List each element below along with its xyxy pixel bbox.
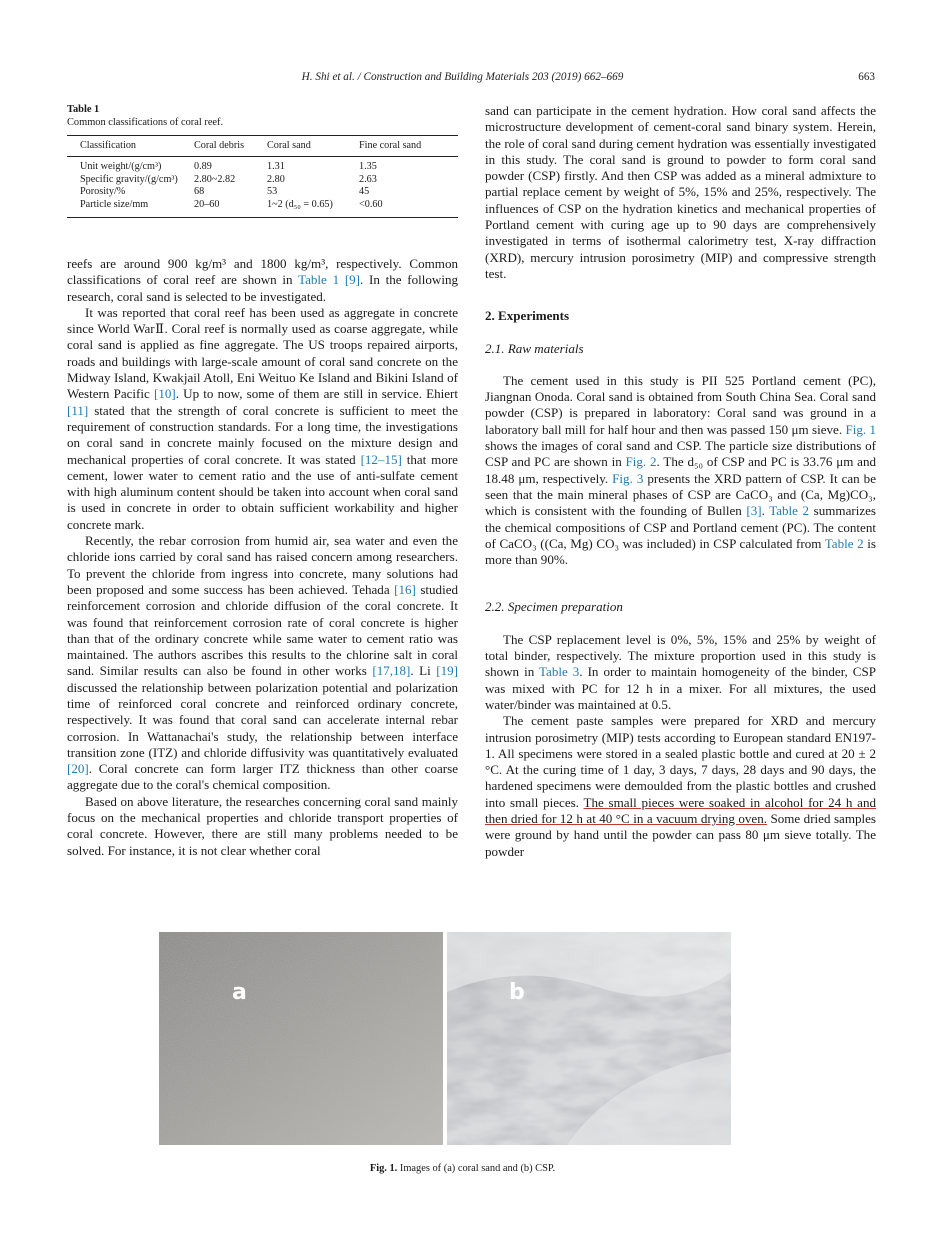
table-header-cell: Coral sand — [267, 136, 359, 157]
ref-link[interactable]: Table 1 — [298, 272, 340, 288]
ref-link[interactable]: Table 2 — [769, 503, 810, 519]
table-1 — [67, 135, 458, 218]
ref-link[interactable]: Table 3 — [539, 664, 580, 680]
figure-1 — [159, 932, 731, 1145]
table-cell: 2.80 — [267, 173, 285, 185]
ref-link[interactable]: [9] — [344, 272, 361, 288]
table-header-cell: Coral debris — [194, 136, 267, 157]
panel-label-b: b — [509, 980, 525, 1005]
paragraph-study-aim: sand can participate in the cement hydration. How coral sand affects the microstructure development of cement-coral sand binary system. Herein, the role of coral sand during cement hydration was essentially investigated in this study. The coral sand is ground to powder to form coral sand powder (CSP) firstly. And then CSP was added as a mineral admixture to partial replace cement by weight of 5%, 15% and 25%, respectively. The influences of CSP on the hydration kinetics and mechanical properties of Portland cement with curing age up to 90 days are comprehensively investigated in terms of isothermal calorimetry test, X-ray diffraction (XRD), mercury intrusion porosimetry (MIP) and compressive strength test. — [485, 103, 876, 281]
table-row — [67, 186, 458, 199]
figure-1-caption: Fig. 1. Images of (a) coral sand and (b) CSP. — [369, 1163, 556, 1174]
ref-link[interactable]: [17,18] — [372, 663, 411, 679]
ref-link[interactable]: [10] — [153, 386, 176, 402]
ref-link[interactable]: [19] — [436, 663, 458, 679]
left-column — [67, 103, 458, 859]
csp-image — [447, 932, 731, 1145]
table-cell: 20–60 — [194, 199, 220, 211]
table-cell: 45 — [359, 186, 370, 198]
table-cell: 53 — [267, 186, 278, 198]
annotated-text: The small pieces were soaked in alcohol for 24 h and then dried for 12 h at 40 °C in a vacuum drying oven. — [485, 794, 876, 826]
paragraph-literature-summary: Based on above literature, the researches concerning coral sand mainly focus on the mechanical properties and chloride transport properties of coral concrete. However, there are still many problems needed to be solved. For instance, it is not clear whether coral — [67, 793, 458, 858]
coral-sand-photo — [159, 932, 443, 1145]
table-cell: 68 — [194, 186, 205, 198]
table-row — [67, 199, 458, 217]
table-header-cell: Classification — [67, 136, 194, 157]
table-cell: 1~2 (d₅₀ = 0.65) — [267, 199, 333, 211]
table-1-caption: Common classifications of coral reef. — [67, 117, 224, 128]
panel-label-a: a — [232, 980, 247, 1005]
ref-link[interactable]: Fig. 1 — [845, 421, 877, 437]
ref-link[interactable]: Fig. 3 — [612, 470, 644, 486]
running-header: H. Shi et al. / Construction and Building Materials 203 (2019) 662–669 — [301, 71, 624, 83]
table-header-cell: Fine coral sand — [359, 136, 458, 157]
ref-link[interactable]: [20] — [67, 761, 89, 777]
paragraph-replacement-level: The CSP replacement level is 0%, 5%, 15% and 25% by weight of total binder, respectively. The mixture proportion used in this study is shown in Table 3. In order to maintain homogeneity of the binder, CSP was mixed with PC for 12 h in a mixer. For all mixtures, the used water/binder was maintained at 0.5. — [485, 631, 877, 712]
subsection-heading: 2.2. Specimen preparation — [485, 599, 623, 615]
ref-link[interactable]: [11] — [67, 402, 89, 418]
table-cell: Porosity/% — [80, 186, 126, 198]
paragraph-reef-density: reefs are around 900 kg/m³ and 1800 kg/m³, respectively. Common classifications of coral reef are shown in Table 1 [9]. In the following research, coral sand is selected to be investigated. — [67, 255, 458, 304]
table-cell: 0.89 — [194, 160, 212, 172]
right-column — [485, 103, 876, 860]
ref-link[interactable]: [12–15] — [360, 451, 402, 467]
csp-powder-photo — [447, 932, 731, 1145]
subsection-heading: 2.1. Raw materials — [485, 340, 584, 356]
page-number: 663 — [858, 71, 875, 83]
table-cell: 1.35 — [359, 160, 377, 172]
paragraph-specimen-preparation: The cement paste samples were prepared for XRD and mercury intrusion porosimetry (MIP) tests according to European standard EN197-1. All specimens were stored in a sealed plastic bottle and cured at 20 ± 2 °C. At the curing time of 1 day, 3 days, 7 days, 28 days and 90 days, the hardened specimens were demoulded from the plastic bottles and crushed into small pieces. The small pieces were soaked in alcohol for 24 h and then dried for 12 h at 40 °C in a vacuum drying oven. Some dried samples were ground by hand until the powder can pass 80 μm sieve totally. The powder — [485, 713, 876, 859]
table-cell: Unit weight/(g/cm³) — [80, 160, 162, 172]
table-row — [67, 156, 458, 173]
coral-sand-image — [159, 932, 443, 1145]
table-cell: 1.31 — [267, 160, 285, 172]
table-cell: 2.80~2.82 — [194, 173, 236, 185]
ref-link[interactable]: [3] — [746, 503, 762, 519]
table-cell: 2.63 — [359, 173, 377, 185]
paragraph-raw-materials: The cement used in this study is PII 525 Portland cement (PC), Jiangnan Onoda. Coral sand is obtained from South China Sea. Coral sand powder (CSP) is prepared in laboratory: Coral sand was ground in a laboratory ball mill for half hour and then was passed 150 μm sieve. Fig. 1 shows the images of coral sand and CSP. The particle size distributions of CSP and PC are shown in Fig. 2. The d₅₀ of CSP and PC is 33.76 μm and 18.48 μm, respectively. Fig. 3 presents the XRD pattern of CSP. It can be seen that the main mineral phases of CSP are CaCO₃ and (Ca, Mg)CO₃, which is consistent with the founding of Bullen [3]. Table 2 summarizes the chemical compositions of CSP and Portland cement (PC). The content of CaCO₃ ((Ca, Mg) CO₃ was included) in CSP calculated from Table 2 is more than 90%. — [485, 372, 877, 568]
ref-link[interactable]: Fig. 2 — [625, 454, 657, 470]
table-cell: <0.60 — [359, 199, 383, 211]
section-heading: 2. Experiments — [485, 308, 570, 324]
paragraph-rebar-corrosion: Recently, the rebar corrosion from humid air, sea water and even the chloride ions carried by coral sand has raised concern among researchers. To prevent the chloride from ingress into concrete, many solutions had been proposed and some success has been achieved. Tehada [16] studied reinforcement corrosion and chloride diffusion of the coral concrete. It was found that reinforcement corrosion rate of coral concrete is higher than that of the ordinary concrete while same water to cement ratio was maintained. The authors ascribes this results to the chlorine salt in coral sand. Similar results can also be found in other works [17,18]. Li [19] discussed the relationship between polarization potential and polarization time of reinforced coral concrete and reinforced ordinary concrete, respectively. It was found that coral sand can accelerate internal rebar corrosion. In Wattanachai's study, the relationship between interface transition zone (ITZ) and chloride diffusivity was quantitatively evaluated [20]. Coral concrete can form larger ITZ thickness than other coarse aggregate due to the coral's chemical composition. — [67, 533, 459, 793]
table-row — [67, 174, 458, 187]
table-cell: Specific gravity/(g/cm³) — [80, 173, 178, 185]
ref-link[interactable]: [16] — [394, 581, 416, 597]
table-cell: Particle size/mm — [80, 199, 149, 211]
paragraph-coral-aggregate-history: It was reported that coral reef has been used as aggregate in concrete since World WarⅡ. Coral reef is normally used as coarse aggregate, while coral sand is applied as fine aggregate. The US troops repaired airports, roads and buildings with large-scale amount of coral sand concrete on the Midway Island, Kwakjail Atoll, Eni Weituo Ke Island and Bikini Island of Western Pacific [10]. Up to now, some of them are still in service. Ehiert [11] stated that the strength of coral concrete is sufficient to meet the requirement of construction standards. For a long time, the investigations on coral sand in concrete mainly focused on the mixture design and mechanical properties of coral concrete. It was stated [12–15] that more cement, lower water to cement ratio and the use of anti-sulfate cement with high aluminum content should be taken into account when coral sand is used in concrete in order to obtain sufficient workability and higher concrete mark. — [67, 304, 458, 532]
table-header-row — [67, 136, 458, 157]
ref-link[interactable]: Table 2 — [824, 535, 864, 551]
table-1-label: Table 1 — [67, 104, 100, 115]
